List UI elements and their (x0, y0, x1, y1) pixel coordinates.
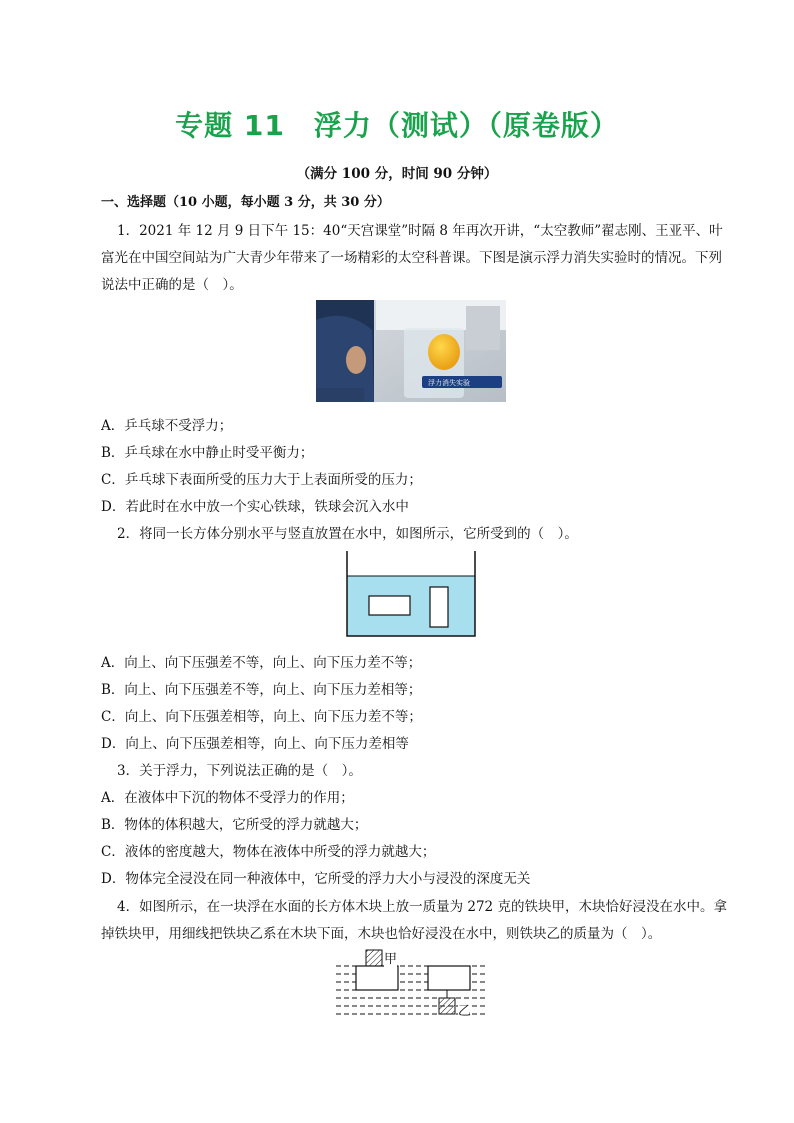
q4-line-1: 4．如图所示，在一块浮在水面的长方体木块上放一质量为 272 克的铁块甲，木块恰好浸没在水中。拿 (117, 899, 727, 915)
q1-option-b: B．乒乓球在水中静止时受平衡力； (101, 445, 314, 461)
q3-option-b: B．物体的体积越大，它所受的浮力就越大； (101, 817, 368, 833)
q3-stem: 3．关于浮力，下列说法正确的是（ ）。 (117, 763, 362, 779)
q2-water-container-diagram (346, 551, 476, 637)
q4-line-2: 掉铁块甲，用细线把铁块乙系在木块下面，木块也恰好浸没在水中，则铁块乙的质量为（ ）。 (101, 926, 662, 942)
q2-option-d: D．向上、向下压强差相等，向上、向下压力差相等 (101, 736, 409, 752)
page-title: 专题 11 浮力（测试）（原卷版） (175, 109, 619, 142)
q4-wood-block-diagram (336, 948, 492, 1022)
q4-label-yi: 乙 (458, 1000, 471, 1019)
exam-subtitle: （满分 100 分，时间 90 分钟） (296, 166, 498, 182)
q1-photo (316, 300, 506, 402)
q1-line-3: 说法中正确的是（ ）。 (101, 277, 243, 293)
q1-option-c: C．乒乓球下表面所受的压力大于上表面所受的压力； (101, 472, 422, 488)
q3-option-d: D．物体完全浸没在同一种液体中，它所受的浮力大小与浸没的深度无关 (101, 871, 531, 887)
q1-line-1: 1．2021 年 12 月 9 日下午 15：40“天宫课堂”时隔 8 年再次开讲，“太空教师”翟志刚、王亚平、叶 (117, 223, 723, 239)
q2-stem: 2．将同一长方体分别水平与竖直放置在水中，如图所示，它所受到的（ ）。 (117, 526, 578, 542)
q1-option-a: A．乒乓球不受浮力； (101, 418, 233, 434)
section-heading: 一、选择题（10 小题，每小题 3 分，共 30 分） (101, 195, 390, 210)
q3-option-c: C．液体的密度越大，物体在液体中所受的浮力就越大； (101, 844, 436, 860)
q3-option-a: A．在液体中下沉的物体不受浮力的作用； (101, 790, 354, 806)
q1-line-2: 富光在中国空间站为广大青少年带来了一场精彩的太空科普课。下图是演示浮力消失实验时的情况。下列 (101, 250, 722, 266)
q2-option-c: C．向上、向下压强差相等，向上、向下压力差不等； (101, 709, 422, 725)
q2-option-b: B．向上、向下压强差不等，向上、向下压力差相等； (101, 682, 422, 698)
q1-option-d: D．若此时在水中放一个实心铁球，铁球会沉入水中 (101, 499, 409, 515)
q4-label-jia: 甲 (384, 948, 397, 967)
q1-photo-caption: 浮力消失实验 (428, 379, 470, 387)
q2-option-a: A．向上、向下压强差不等，向上、向下压力差不等； (101, 655, 422, 671)
